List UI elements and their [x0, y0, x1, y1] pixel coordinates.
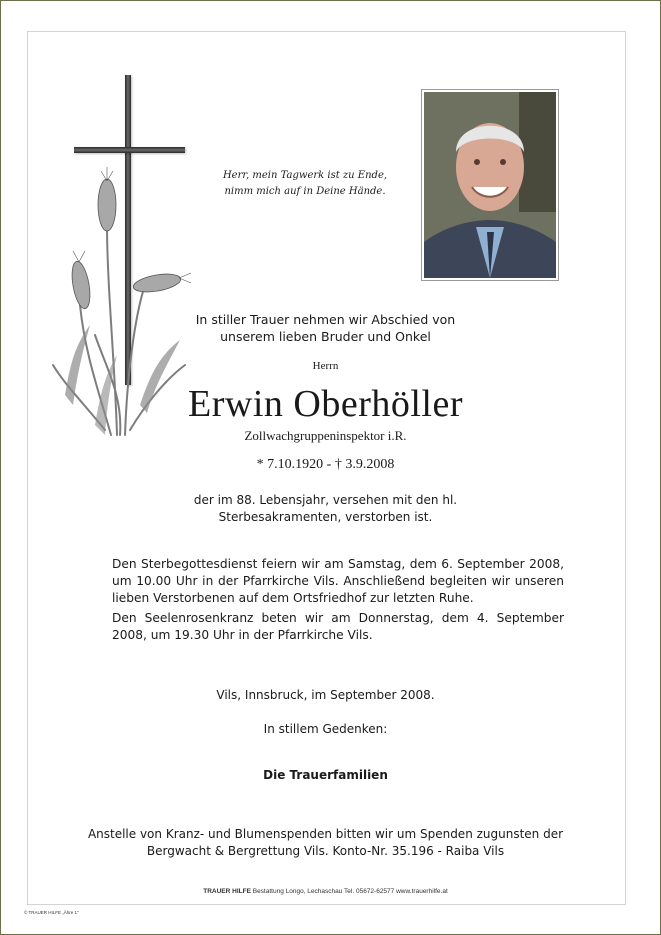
- rosary-paragraph: Den Seelenrosenkranz beten wir am Donnerstag, dem 4. September 2008, um 19.30 Uhr in der Pfarrkirche Vils.: [112, 611, 564, 642]
- intro-line-2: unserem lieben Bruder und Onkel: [220, 329, 431, 344]
- footer-details: Bestattung Longo, Lechaschau Tel. 05672-62577 www.trauerhilfe.at: [250, 888, 448, 895]
- age-text: [27, 492, 624, 526]
- honorific: Herrn: [312, 360, 339, 372]
- remembrance: In stillem Gedenken:: [263, 722, 388, 736]
- footer-brand: TRAUER HILFE: [203, 888, 251, 895]
- intro-line-1: In stiller Trauer nehmen wir Abschied von: [195, 312, 456, 327]
- cross-horizontal-beam: [74, 147, 185, 153]
- verse: [190, 168, 420, 200]
- families: Die Trauerfamilien: [263, 768, 388, 782]
- deceased-name: Erwin Oberhöller: [188, 383, 463, 425]
- place-rest: , Innsbruck, im September 2008.: [237, 688, 435, 702]
- verse-line-1: Herr, mein Tagwerk ist zu Ende,: [222, 170, 388, 181]
- verse-line-2: nimm mich auf in Deine Hände.: [224, 186, 386, 197]
- age-line-2: Sterbesakramenten, verstorben ist.: [218, 510, 433, 524]
- intro-text: [27, 311, 624, 345]
- donation-line-2: Bergwacht & Bergrettung Vils. Konto-Nr. 35.196 - Raiba Vils: [146, 844, 505, 858]
- portrait-photo: [421, 89, 559, 281]
- age-line-1: der im 88. Lebensjahr, versehen mit den hl.: [193, 493, 458, 507]
- place-name: Vils: [216, 688, 238, 702]
- donation-line-1: Anstelle von Kranz- und Blumenspenden bitten wir um Spenden zugunsten der: [87, 827, 564, 841]
- funeral-paragraph: Den Sterbegottesdienst feiern wir am Samstag, dem 6. September 2008, um 10.00 Uhr in der Pfarrkirche Vils. Anschließend begleiten wir unseren lieben Verstorbenen auf dem Ortsfriedhof zur letzten Ruhe.: [112, 557, 564, 605]
- place-date: [27, 688, 624, 702]
- life-dates: * 7.10.1920 - † 3.9.2008: [256, 457, 395, 472]
- copyright: © TRAUER HILFE „Ähre 1": [24, 910, 79, 915]
- portrait-illustration: [424, 92, 556, 278]
- donation-text: [27, 826, 624, 860]
- deceased-title: Zollwachgruppeninspektor i.R.: [244, 428, 407, 443]
- footer: [27, 888, 624, 895]
- portrait-image: [424, 92, 556, 278]
